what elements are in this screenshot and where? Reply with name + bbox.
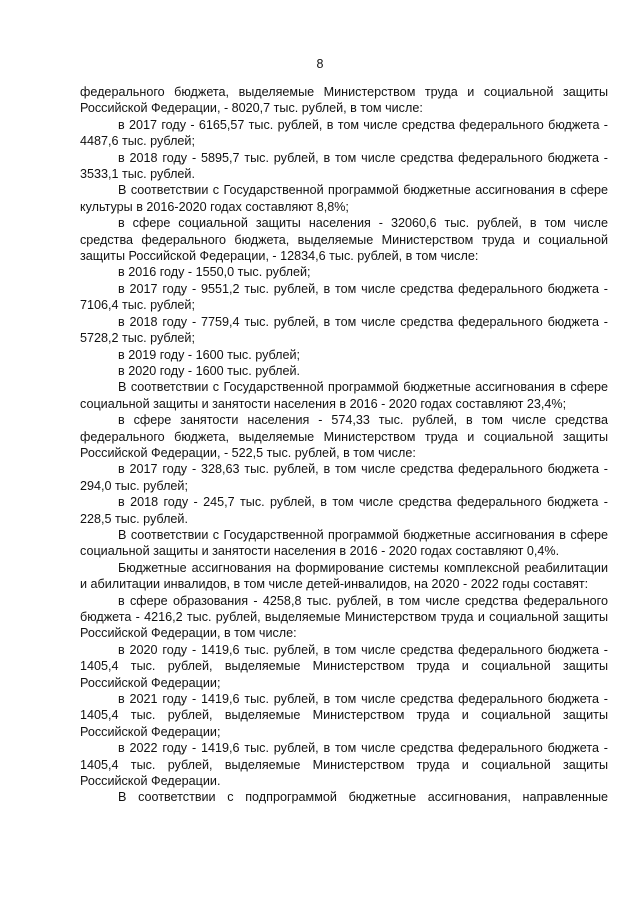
paragraph: в 2019 году - 1600 тыс. рублей; bbox=[118, 347, 301, 362]
paragraph: в 2020 году - 1600 тыс. рублей. bbox=[118, 363, 301, 378]
body-text bbox=[80, 84, 608, 806]
paragraph: в 2017 году - 9551,2 тыс. рублей, в том числе средства федерального бюджета - 7106,4 тыс. рублей; bbox=[80, 281, 608, 313]
paragraph: в 2018 году - 245,7 тыс. рублей, в том числе средства федерального бюджета - 228,5 тыс. рублей. bbox=[80, 495, 608, 526]
paragraph: в сфере занятости населения - 574,33 тыс. рублей, в том числе средства федерального бюджета, выделяемые Министерством труда и социальной защиты Российской Федерации, - 522,5 тыс. рублей, в том числе: bbox=[80, 413, 608, 460]
paragraph: в 2016 году - 1550,0 тыс. рублей; bbox=[118, 265, 311, 280]
paragraph: в сфере образования - 4258,8 тыс. рублей, в том числе средства федерального бюджета - 4216,2 тыс. рублей, выделяемые Министерством труда и социальной защиты Российской Федерации, в том числе: bbox=[80, 593, 608, 641]
paragraph: в 2020 году - 1419,6 тыс. рублей, в том числе средства федерального бюджета - 1405,4 тыс. рублей, выделяемые Министерством труда и социальной защиты Российской Федерации; bbox=[80, 642, 608, 690]
paragraph: В соответствии с Государственной программой бюджетные ассигнования в сфере социальной защиты и занятости населения в 2016 - 2020 годах составляют 23,4%; bbox=[80, 380, 608, 411]
paragraph: Бюджетные ассигнования на формирование системы комплексной реабилитации и абилитации инвалидов, в том числе детей-инвалидов, на 2020 - 2022 годы составят: bbox=[80, 560, 608, 592]
paragraph: В соответствии с подпрограммой бюджетные ассигнования, направленные bbox=[118, 790, 608, 805]
paragraph: в 2018 году - 5895,7 тыс. рублей, в том числе средства федерального бюджета - 3533,1 тыс. рублей. bbox=[80, 150, 608, 182]
paragraph: В соответствии с Государственной программой бюджетные ассигнования в сфере культуры в 2016-2020 годах составляют 8,8%; bbox=[80, 183, 608, 214]
paragraph: в сфере социальной защиты населения - 32060,6 тыс. рублей, в том числе средства федерального бюджета, выделяемые Министерством труда и социальной защиты Российской Федерации, - 12834,6 тыс. рублей, в том числе: bbox=[80, 216, 608, 264]
paragraph: в 2017 году - 6165,57 тыс. рублей, в том числе средства федерального бюджета - 4487,6 тыс. рублей; bbox=[80, 117, 608, 149]
paragraph: в 2017 году - 328,63 тыс. рублей, в том числе средства федерального бюджета - 294,0 тыс. рублей; bbox=[80, 462, 608, 493]
paragraph: В соответствии с Государственной программой бюджетные ассигнования в сфере социальной защиты и занятости населения в 2016 - 2020 годах составляют 0,4%. bbox=[80, 527, 608, 559]
paragraph: в 2022 году - 1419,6 тыс. рублей, в том числе средства федерального бюджета - 1405,4 тыс. рублей, выделяемые Министерством труда и социальной защиты Российской Федерации. bbox=[80, 741, 608, 789]
page-number: 8 bbox=[316, 57, 324, 71]
paragraph: в 2018 году - 7759,4 тыс. рублей, в том числе средства федерального бюджета - 5728,2 тыс. рублей; bbox=[80, 314, 608, 346]
paragraph: федерального бюджета, выделяемые Министерством труда и социальной защиты Российской Федерации, - 8020,7 тыс. рублей, в том числе: bbox=[80, 85, 608, 116]
paragraph: в 2021 году - 1419,6 тыс. рублей, в том числе средства федерального бюджета - 1405,4 тыс. рублей, выделяемые Министерством труда и социальной защиты Российской Федерации; bbox=[80, 692, 608, 739]
